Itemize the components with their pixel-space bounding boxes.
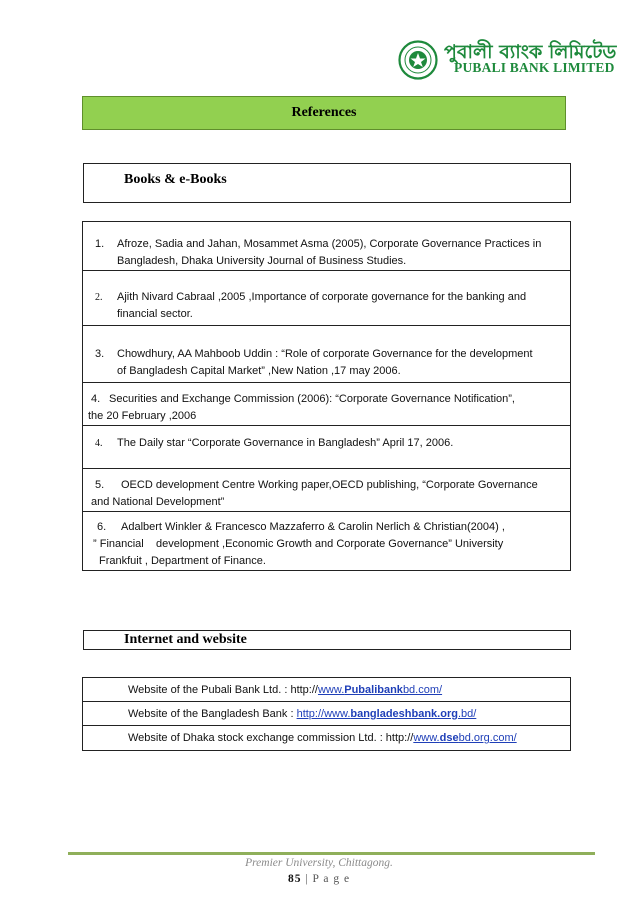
website-label: Website of the Bangladesh Bank : bbox=[128, 708, 297, 720]
footer-university: Premier University, Chittagong. bbox=[245, 857, 393, 869]
reference-row bbox=[83, 326, 570, 383]
page-number: 85 bbox=[287, 873, 302, 885]
reference-row bbox=[83, 426, 570, 469]
reference-text: Ajith Nivard Cabraal ,2005 ,Importance of corporate governance for the banking and bbox=[117, 291, 527, 303]
references-banner bbox=[82, 96, 566, 130]
books-section-header bbox=[83, 163, 571, 203]
pubali-bank-link[interactable]: www.Pubalibankbd.com/ bbox=[317, 684, 443, 696]
books-section-title: Books & e-Books bbox=[124, 172, 227, 187]
reference-row bbox=[83, 469, 570, 512]
reference-number: 4. bbox=[91, 393, 101, 405]
reference-table bbox=[82, 221, 571, 571]
page-label: | P a g e bbox=[305, 873, 351, 885]
bank-name-bangla: পুবালী ব্যাংক লিমিটেড bbox=[444, 41, 617, 63]
website-row bbox=[83, 678, 570, 702]
reference-number: 3. bbox=[95, 348, 105, 360]
reference-row bbox=[83, 271, 570, 326]
bank-seal-icon bbox=[398, 40, 438, 80]
pubali-bank-logo bbox=[398, 38, 623, 82]
reference-text-continued: of Bangladesh Capital Market” ,New Nation ,17 may 2006. bbox=[117, 365, 401, 377]
reference-text-continued: Frankfuit , Department of Finance. bbox=[99, 555, 266, 567]
reference-text: Afroze, Sadia and Jahan, Mosammet Asma (2005), Corporate Governance Practices in bbox=[117, 238, 542, 250]
reference-row bbox=[83, 512, 570, 570]
reference-number: 4. bbox=[95, 438, 103, 449]
reference-text: Chowdhury, AA Mahboob Uddin : “Role of corporate Governance for the development bbox=[117, 348, 533, 360]
internet-section-header bbox=[83, 630, 571, 650]
bank-name-english: PUBALI BANK LIMITED bbox=[454, 60, 615, 75]
reference-number: 5. bbox=[95, 479, 105, 491]
reference-row bbox=[83, 222, 570, 271]
website-row bbox=[83, 702, 570, 726]
reference-text: Adalbert Winkler & Francesco Mazzaferro & Carolin Nerlich & Christian(2004) , bbox=[121, 521, 505, 533]
reference-number: 6. bbox=[97, 521, 107, 533]
reference-text: Securities and Exchange Commission (2006): “Corporate Governance Notification”, bbox=[109, 393, 515, 405]
reference-text-continued: financial sector. bbox=[117, 308, 193, 320]
website-label: Website of the Pubali Bank Ltd. : http:// bbox=[128, 684, 318, 696]
dse-link[interactable]: www.dsebd.org.com/ bbox=[413, 732, 517, 744]
reference-text-continued: Bangladesh, Dhaka University Journal of Business Studies. bbox=[117, 255, 407, 267]
reference-text-continued: ” Financial development ,Economic Growth and Corporate Governance” University bbox=[93, 538, 504, 550]
website-row bbox=[83, 726, 570, 750]
website-label: Website of Dhaka stock exchange commission Ltd. : http:// bbox=[128, 732, 414, 744]
reference-number: 1. bbox=[95, 238, 105, 250]
footer-divider bbox=[68, 852, 595, 855]
website-table bbox=[82, 677, 571, 751]
reference-number: 2. bbox=[95, 292, 103, 303]
internet-section-title: Internet and website bbox=[124, 632, 247, 647]
reference-text: OECD development Centre Working paper,OECD publishing, “Corporate Governance bbox=[121, 479, 538, 491]
bangladesh-bank-link[interactable]: http://www.bangladeshbank.org.bd/ bbox=[296, 708, 477, 720]
reference-row bbox=[83, 383, 570, 426]
reference-text: The Daily star “Corporate Governance in Bangladesh” April 17, 2006. bbox=[117, 437, 454, 449]
footer-page-number bbox=[0, 873, 638, 885]
references-title: References bbox=[291, 105, 357, 120]
reference-text-continued: and National Development” bbox=[91, 496, 225, 508]
reference-text-continued: the 20 February ,2006 bbox=[88, 410, 197, 422]
